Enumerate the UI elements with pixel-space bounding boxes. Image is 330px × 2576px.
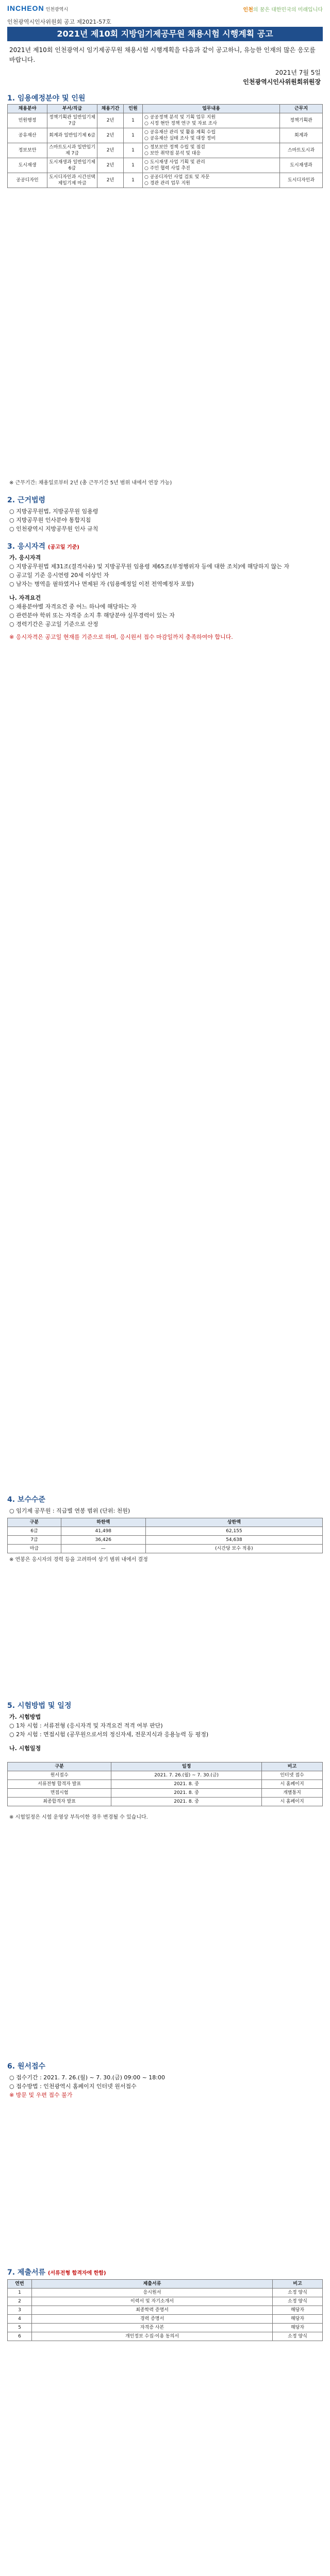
list-item: ○ 지방공무원 인사분야 통합지침 bbox=[9, 517, 91, 523]
list-item: ○ 경력기간은 공고일 기준으로 산정 bbox=[9, 621, 98, 628]
cell-field: 도시재생 bbox=[8, 158, 47, 173]
pay-table bbox=[7, 1518, 323, 1553]
cell-duty: ○ 공공정책 분석 및 기획 업무 지원 ○ 시정 현안 정책 연구 및 자료 조사 bbox=[143, 113, 280, 128]
col-rank: 부서/직급 bbox=[47, 105, 97, 113]
col-period: 채용기간 bbox=[97, 105, 124, 113]
col-doc-remark: 비고 bbox=[273, 2280, 323, 2289]
cell-location: 도시재생과 bbox=[280, 158, 323, 173]
col-duty: 업무내용 bbox=[143, 105, 280, 113]
cell-doc: 경력 증명서 bbox=[32, 2315, 273, 2324]
section-3-sub: (공고일 기준) bbox=[47, 545, 79, 550]
logo-subtext: 인천광역시 bbox=[45, 7, 69, 12]
cell-doc: 응시원서 bbox=[32, 2289, 273, 2297]
cell-rank: 정책기획관 일반임기제 7급 bbox=[47, 113, 97, 128]
recruitment-table bbox=[7, 104, 323, 188]
table-row bbox=[8, 2324, 323, 2332]
table-header-row bbox=[8, 1762, 323, 1771]
cell-doc-remark: 해당자 bbox=[273, 2315, 323, 2324]
documents-table bbox=[7, 2279, 323, 2341]
cell-duty: ○ 정보보안 정책 수립 및 점검 ○ 보안 취약점 분석 및 대응 bbox=[143, 143, 280, 158]
table-row bbox=[8, 1536, 323, 1545]
cell-doc-remark: 해당자 bbox=[273, 2306, 323, 2315]
cell-doc: 개인정보 수집·이용 동의서 bbox=[32, 2332, 273, 2341]
cell-location: 회계과 bbox=[280, 128, 323, 143]
cell-no: 4 bbox=[8, 2315, 32, 2324]
col-min: 하한액 bbox=[61, 1518, 145, 1527]
cell-no: 6 bbox=[8, 2332, 32, 2341]
table-row bbox=[8, 1780, 323, 1789]
cell-no: 1 bbox=[8, 2289, 32, 2297]
cell-max: (시간당 보수 적용) bbox=[145, 1545, 322, 1553]
section-3-label: 3. 응시자격 bbox=[7, 543, 46, 551]
cell-max: 62,155 bbox=[145, 1527, 322, 1536]
cell-doc-remark: 소정 양식 bbox=[273, 2332, 323, 2341]
header-bar bbox=[7, 4, 323, 18]
table-row bbox=[8, 2315, 323, 2324]
table-row bbox=[8, 2297, 323, 2306]
col-field: 채용분야 bbox=[8, 105, 47, 113]
pay-intro: ○ 임기제 공무원 : 직급별 연봉 범위 (단위: 천원) bbox=[9, 1507, 130, 1514]
cell-period: 2년 bbox=[97, 143, 124, 158]
cell-stage: 서류전형 합격자 발표 bbox=[8, 1780, 111, 1789]
pay-note: ※ 연봉은 응시자의 경력 등을 고려하여 상기 범위 내에서 결정 bbox=[9, 1557, 148, 1563]
cell-no: 2 bbox=[8, 2297, 32, 2306]
cell-doc-remark: 소정 양식 bbox=[273, 2289, 323, 2297]
cell-doc: 최종학력 증명서 bbox=[32, 2306, 273, 2315]
notice-signer: 인천광역시인사위원회위원장 bbox=[243, 78, 321, 86]
section-7-title bbox=[7, 2267, 106, 2277]
cell-doc: 자격증 사본 bbox=[32, 2324, 273, 2332]
list-item: ○ 지방공무원법 제31조(결격사유) 및 지방공무원 임용령 제65조(부정행위자 등에 대한 조치)에 해당하지 않는 자 bbox=[9, 563, 290, 570]
cell-stage: 면접시험 bbox=[8, 1789, 111, 1798]
col-location: 근무지 bbox=[280, 105, 323, 113]
table1-footnote: ※ 근무기간: 채용일로부터 2년 (총 근무기간 5년 범위 내에서 연장 가능) bbox=[9, 480, 172, 486]
table-row bbox=[8, 1789, 323, 1798]
table-row bbox=[8, 158, 323, 173]
qual-b-title: 나. 자격요건 bbox=[9, 595, 41, 601]
cell-doc-remark: 해당자 bbox=[273, 2324, 323, 2332]
table-row bbox=[8, 143, 323, 158]
cell-count: 1 bbox=[124, 173, 143, 188]
law-list bbox=[9, 507, 321, 533]
cell-rank: 스마트도시과 일반임기제 7급 bbox=[47, 143, 97, 158]
list-item: ○ 2차 시험 : 면접시험 (공무원으로서의 정신자세, 전문지식과 응용능력 등 평정) bbox=[9, 1731, 209, 1738]
list-item: ○ 1차 시험 : 서류전형 (응시자격 및 자격요건 적격 여부 판단) bbox=[9, 1722, 163, 1729]
cell-date: 2021. 8. 중 bbox=[111, 1780, 262, 1789]
cell-min: 41,498 bbox=[61, 1527, 145, 1536]
col-remark: 비고 bbox=[261, 1762, 322, 1771]
cell-date: 2021. 7. 26.(월) ~ 7. 30.(금) bbox=[111, 1771, 262, 1780]
slogan-rest: 의 꿈은 대한민국의 미래입니다 bbox=[253, 7, 323, 13]
list-item: ○ 인천광역시 지방공무원 인사 규칙 bbox=[9, 526, 98, 532]
cell-count: 1 bbox=[124, 158, 143, 173]
exam-a-title: 가. 시험방법 bbox=[9, 1714, 41, 1720]
col-max: 상한액 bbox=[145, 1518, 322, 1527]
notice-title: 2021년 제10회 지방임기제공무원 채용시험 시행계획 공고 bbox=[7, 27, 323, 41]
cell-period: 2년 bbox=[97, 173, 124, 188]
intro-text: 2021년 제10회 인천광역시 임기제공무원 채용시험 시행계획을 다음과 같이 공고하니, 유능한 인재의 많은 응모를 바랍니다. bbox=[9, 46, 316, 63]
schedule-note: ※ 시험일정은 시험 운영상 부득이한 경우 변경될 수 있습니다. bbox=[9, 1815, 148, 1820]
cell-field: 공유재산 bbox=[8, 128, 47, 143]
exam-b-title: 나. 시험일정 bbox=[9, 1745, 41, 1752]
cell-stage: 원서접수 bbox=[8, 1771, 111, 1780]
table-row bbox=[8, 2289, 323, 2297]
cell-count: 1 bbox=[124, 113, 143, 128]
qualification-block bbox=[9, 553, 321, 641]
section-3-title bbox=[7, 541, 79, 551]
section-5-title: 5. 시험방법 및 일정 bbox=[7, 1702, 72, 1710]
table-row bbox=[8, 2332, 323, 2341]
cell-remark: 개별통지 bbox=[261, 1789, 322, 1798]
list-item: ○ 공고일 기준 응시연령 20세 이상인 자 bbox=[9, 572, 109, 579]
table-header-row bbox=[8, 2280, 323, 2289]
cell-field: 공공디자인 bbox=[8, 173, 47, 188]
exam-method bbox=[9, 1713, 321, 1753]
cell-remark: 시 홈페이지 bbox=[261, 1798, 322, 1806]
cell-min: 36,426 bbox=[61, 1536, 145, 1545]
section-2-title: 2. 근거법령 bbox=[7, 496, 46, 504]
section-1-title: 1. 임용예정분야 및 인원 bbox=[7, 94, 86, 103]
col-stage: 구분 bbox=[8, 1762, 111, 1771]
list-item: ○ 지방공무원법, 지방공무원 임용령 bbox=[9, 508, 98, 515]
cell-rank: 회계과 일반임기제 6급 bbox=[47, 128, 97, 143]
cell-stage: 최종합격자 발표 bbox=[8, 1798, 111, 1806]
cell-doc-remark: 소정 양식 bbox=[273, 2297, 323, 2306]
logo-text: INCHEON bbox=[7, 4, 44, 12]
cell-location: 스마트도시과 bbox=[280, 143, 323, 158]
table-row bbox=[8, 1545, 323, 1553]
apply-method: ○ 접수방법 : 인천광역시 홈페이지 인터넷 원서접수 bbox=[9, 2083, 137, 2090]
cell-period: 2년 bbox=[97, 113, 124, 128]
col-no: 연번 bbox=[8, 2280, 32, 2289]
col-count: 인원 bbox=[124, 105, 143, 113]
cell-rank: 도시재생과 일반임기제 6급 bbox=[47, 158, 97, 173]
apply-period: ○ 접수기간 : 2021. 7. 26.(월) ~ 7. 30.(금) 09:00 ~ 18:00 bbox=[9, 2074, 165, 2081]
list-item: ○ 남자는 병역을 필하였거나 면제된 자 (임용예정일 이전 전역예정자 포함) bbox=[9, 581, 194, 587]
table-row bbox=[8, 1527, 323, 1536]
cell-duty: ○ 공유재산 관리 및 활용 계획 수립 ○ 공유재산 실태 조사 및 대장 정비 bbox=[143, 128, 280, 143]
table-row bbox=[8, 173, 323, 188]
cell-duty: ○ 도시재생 사업 기획 및 관리 ○ 주민 협력 사업 추진 bbox=[143, 158, 280, 173]
list-item: ○ 채용분야별 자격요건 중 어느 하나에 해당하는 자 bbox=[9, 603, 137, 610]
section-7-sub: (서류전형 합격자에 한함) bbox=[47, 2270, 106, 2276]
apply-block bbox=[9, 2073, 321, 2099]
cell-period: 2년 bbox=[97, 128, 124, 143]
cell-doc: 이력서 및 자기소개서 bbox=[32, 2297, 273, 2306]
cell-max: 54,638 bbox=[145, 1536, 322, 1545]
col-grade: 구분 bbox=[8, 1518, 61, 1527]
cell-location: 도시디자인과 bbox=[280, 173, 323, 188]
table-header-row bbox=[8, 105, 323, 113]
cell-period: 2년 bbox=[97, 158, 124, 173]
notice-date: 2021년 7월 5일 bbox=[275, 69, 321, 76]
table-row bbox=[8, 1771, 323, 1780]
col-doc: 제출서류 bbox=[32, 2280, 273, 2289]
cell-field: 정보보안 bbox=[8, 143, 47, 158]
cell-rank: 도시디자인과 시간선택제임기제 마급 bbox=[47, 173, 97, 188]
section-6-title: 6. 원서접수 bbox=[7, 2062, 46, 2071]
schedule-table bbox=[7, 1762, 323, 1806]
table-header-row bbox=[8, 1518, 323, 1527]
cell-grade: 마급 bbox=[8, 1545, 61, 1553]
cell-count: 1 bbox=[124, 143, 143, 158]
apply-note: ※ 방문 및 우편 접수 불가 bbox=[9, 2092, 73, 2098]
cell-grade: 7급 bbox=[8, 1536, 61, 1545]
incheon-logo bbox=[7, 4, 68, 12]
cell-duty: ○ 공공디자인 사업 검토 및 자문 ○ 경관 관리 업무 지원 bbox=[143, 173, 280, 188]
cell-grade: 6급 bbox=[8, 1527, 61, 1536]
cell-count: 1 bbox=[124, 128, 143, 143]
cell-min: — bbox=[61, 1545, 145, 1553]
list-item: ○ 관련분야 학위 또는 자격증 소지 후 해당분야 실무경력이 있는 자 bbox=[9, 612, 175, 619]
col-date: 일정 bbox=[111, 1762, 262, 1771]
cell-no: 5 bbox=[8, 2324, 32, 2332]
cell-date: 2021. 8. 중 bbox=[111, 1798, 262, 1806]
cell-field: 민원행정 bbox=[8, 113, 47, 128]
table-row bbox=[8, 113, 323, 128]
table-row bbox=[8, 128, 323, 143]
notice-number: 인천광역시인사위원회 공고 제2021-57호 bbox=[7, 19, 111, 25]
table-row bbox=[8, 2306, 323, 2315]
cell-location: 정책기획관 bbox=[280, 113, 323, 128]
cell-remark: 인터넷 접수 bbox=[261, 1771, 322, 1780]
qual-notice: ※ 응시자격은 공고일 현재를 기준으로 하며, 응시원서 접수 마감일까지 충족하여야 합니다. bbox=[9, 634, 233, 640]
slogan bbox=[243, 5, 323, 13]
cell-date: 2021. 8. 중 bbox=[111, 1789, 262, 1798]
cell-no: 3 bbox=[8, 2306, 32, 2315]
cell-remark: 시 홈페이지 bbox=[261, 1780, 322, 1789]
section-7-label: 7. 제출서류 bbox=[7, 2268, 46, 2277]
slogan-strong: 인천 bbox=[243, 7, 253, 13]
table-row bbox=[8, 1798, 323, 1806]
section-4-title: 4. 보수수준 bbox=[7, 1496, 46, 1504]
qual-a-title: 가. 응시자격 bbox=[9, 554, 41, 561]
